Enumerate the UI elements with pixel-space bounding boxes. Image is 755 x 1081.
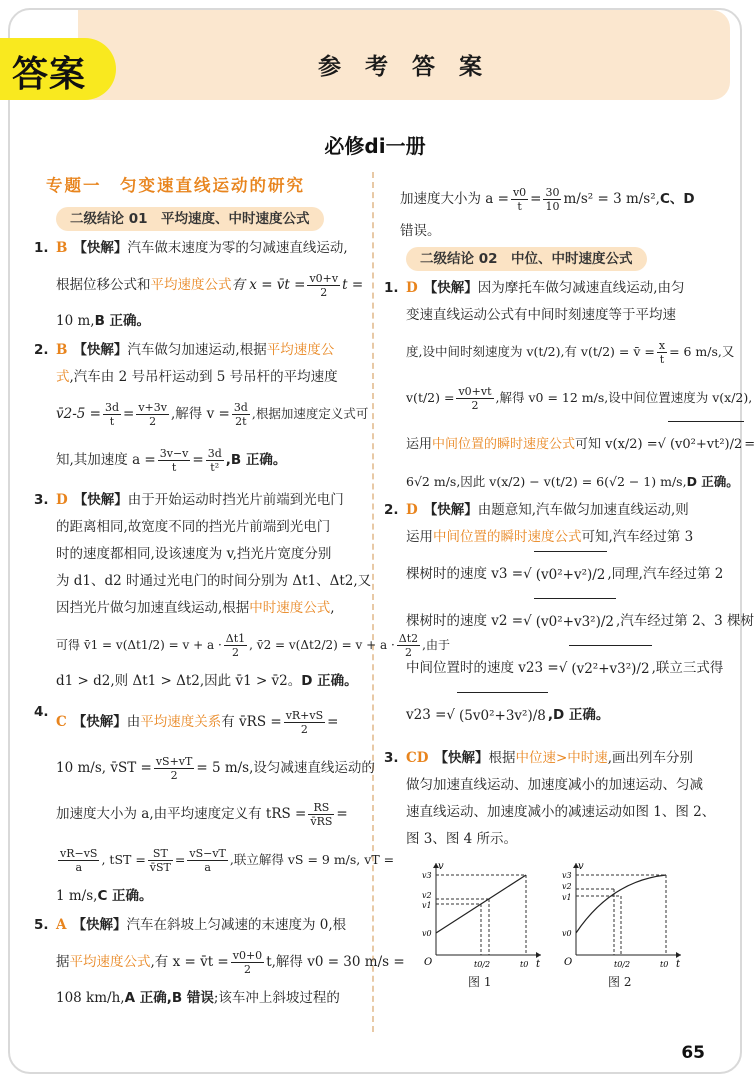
numerator: v+3v: [138, 401, 167, 414]
v-axis-label: v: [438, 861, 444, 872]
question-5-continued: [384, 180, 714, 245]
numerator: 3d: [104, 401, 120, 414]
denominator: v̄RS: [310, 815, 333, 828]
numerator: vS+vT: [155, 755, 193, 768]
quick-solution-label: 【快解】: [423, 502, 478, 518]
text: , tST =: [101, 852, 146, 867]
denominator: 2: [243, 963, 251, 976]
figure-1: [416, 859, 546, 970]
denominator: 2t: [235, 415, 247, 428]
question-number: 4.: [34, 704, 49, 720]
text: 加速度大小为 a =: [400, 191, 509, 207]
t-axis-label: t: [676, 959, 681, 970]
answer-tag-label: 答案: [12, 54, 87, 95]
question-number: 2.: [384, 502, 399, 518]
book-title: 必修di一册: [324, 134, 426, 158]
question-r1: 1. D 【快解】因为摩托车做匀减速直线运动,由匀 变速直线运动公式有中间时刻速度等于平均速 度,设中间时刻速度为 v(t/2),有 v(t/2) = v̄ = $\frac{x}{t}$ = 6 m/s,又 v(t/2) = $\frac{v0+vt}{2}$ ,解得 v0 = 12 m/s,设中间位置速度为 v(x/2), 运用中间位置的瞬时速度公式可知 v(x/2) =√ (v0²+vt²)/2 = 6√2 m/s,因此 v(x/2) − v(t/2) = 6(√2 − 1) m/s,D 正确。: [384, 275, 714, 495]
text: =: [744, 437, 755, 452]
text: 图 3、图 4 所示。: [406, 831, 518, 847]
v3-label: v3: [562, 871, 572, 880]
fraction: [103, 401, 121, 428]
question-r2: 2. D 【快解】由题意知,汽车做匀加速直线运动,则 运用中间位置的瞬时速度公式可知,汽车经过第 3 棵树时的速度 v3 =√ (v0²+v²)/2 ,同理,汽车经过第 2 棵树时的速度 v2 =√ (v0²+v3²)/2 ,汽车经过第 2、3 棵树 中间位置时的速度 v23 =√ (v2²+v3²)/2 ,联立三式得 v23 =√ (5v0²+3v²)/8 ,D 正确。: [384, 497, 714, 739]
fraction: [136, 401, 169, 428]
highlight: 中间位置的瞬时速度公式: [432, 437, 576, 452]
denominator: 2: [300, 723, 308, 736]
question-2: [34, 337, 369, 483]
half-time-label: t0/2: [614, 960, 631, 969]
text: 中间位置时的速度 v23 =: [406, 660, 559, 676]
text: v̄2-5 =: [56, 406, 101, 422]
fraction: [154, 755, 195, 782]
question-number: 2.: [34, 342, 49, 358]
radical: (v0²+vt²)/2: [668, 421, 744, 468]
text: 108 km/h,: [56, 990, 125, 1006]
text: 由题意知,汽车做匀加速直线运动,则: [477, 502, 689, 518]
conclusion: C、D: [659, 191, 695, 207]
text: =: [174, 852, 186, 867]
question-r3: [384, 745, 714, 999]
highlight: 中时速度公式: [249, 600, 331, 616]
numerator: RS: [308, 801, 334, 815]
t0-label: t0: [660, 960, 669, 969]
text: = 6 m/s,又: [669, 344, 735, 359]
denominator: 10: [545, 200, 560, 213]
numerator: vR+vS: [285, 709, 324, 722]
highlight: 中位速>中时速: [515, 750, 608, 766]
radical: (v2²+v3²)/2: [569, 645, 651, 692]
numerator: v0+0: [232, 949, 263, 962]
denominator: 2: [404, 646, 412, 659]
fraction: [148, 847, 173, 874]
fraction: [456, 385, 493, 412]
denominator: t: [659, 353, 665, 366]
figure-2: [556, 859, 686, 970]
text: 度,设中间时刻速度为 v(t/2),有 v(t/2) = v̄ =: [406, 344, 655, 359]
denominator: 2: [149, 415, 157, 428]
text: 的距离相同,故宽度不同的挡光片前端到光电门: [56, 519, 331, 535]
answer-letter: B: [56, 240, 68, 256]
conclusion: A 正确,B 错误: [124, 990, 214, 1006]
conclusion: C 正确。: [97, 888, 153, 904]
conclusion: B 正确。: [94, 313, 151, 329]
numerator: 30: [545, 186, 560, 199]
text: ,解得 v =: [171, 406, 230, 422]
origin-label: O: [424, 957, 433, 968]
text: 由: [126, 714, 141, 730]
fraction: [284, 709, 325, 736]
text: 有 v̄RS =: [221, 714, 282, 730]
text: ;该车冲上斜坡过程的: [213, 990, 340, 1006]
question-1: [34, 235, 364, 335]
text: 棵树时的速度 v3 =: [406, 566, 524, 582]
numerator: 3v−v: [159, 447, 189, 460]
text: 做匀加速直线运动、加速度减小的加速运动、匀减: [406, 777, 703, 793]
t0-label: t0: [520, 960, 529, 969]
text: ,汽车经过第 2、3 棵树: [615, 613, 755, 629]
figure-1-caption: 图 1: [468, 975, 492, 989]
denominator: 2: [471, 399, 479, 412]
answer-letter: D: [406, 280, 418, 296]
right-column: [384, 180, 755, 999]
conclusion: ,D 正确。: [547, 707, 610, 723]
denominator: a: [75, 861, 83, 874]
text: t =: [342, 277, 364, 293]
denominator: t: [171, 461, 177, 474]
highlight: 中间位置的瞬时速度公式: [433, 529, 582, 545]
denominator: v̄ST: [149, 861, 171, 874]
fraction: [231, 949, 264, 976]
conclusion: D 正确。: [301, 673, 358, 689]
answer-letter: B: [56, 342, 68, 358]
answer-tag: [0, 38, 116, 100]
t-arrow: [676, 952, 681, 958]
fraction: [187, 847, 228, 874]
text: 汽车在斜坡上匀减速的末速度为 0,根: [126, 917, 347, 933]
quick-solution-label: 【快解】: [72, 714, 127, 730]
page-title: 参 考 答 案: [317, 54, 491, 80]
text: 1 m/s,: [56, 888, 98, 904]
text: =: [336, 806, 348, 822]
v1-label: v1: [562, 893, 572, 902]
text: 由于开始运动时挡光片前端到光电门: [127, 492, 344, 508]
denominator: t: [109, 415, 115, 428]
text: ,画出列车分别: [607, 750, 694, 766]
text: v23 =: [406, 707, 447, 723]
highlight: 平均速度公式: [150, 277, 232, 293]
question-3: 3. D 【快解】由于开始运动时挡光片前端到光电门 的距离相同,故宽度不同的挡光片前端到光电门 时的速度都相同,设该速度为 v,挡光片宽度分别 为 d1、d2 时通过光电门的时间分别为 Δt1、Δt2,又 因挡光片做匀加速直线运动,根据中时速度公式, 可得 v̄1 = v(Δt1/2) = v + a · $\frac{\Delta t1}{2}$ , v̄2 = v(Δt2/2) = v + a · $\frac{\Delta t2}{2}$ ,由于 d1 > d2,则 Δt1 > Δt2,因此 v̄1 > v̄2。D 正确。: [34, 487, 364, 695]
text: 时的速度都相同,设该速度为 v,挡光片宽度分别: [56, 546, 332, 562]
highlight: 平均速度公式: [69, 954, 151, 970]
conclusion: ,B 正确。: [225, 452, 287, 468]
fraction: [158, 447, 191, 474]
v2-label: v2: [422, 891, 432, 900]
radical: (v0²+v²)/2: [534, 551, 608, 598]
text: 为 d1、d2 时通过光电门的时间分别为 Δt1、Δt2,又: [56, 573, 372, 589]
text: =: [530, 191, 542, 207]
denominator: 2: [170, 769, 178, 782]
column-divider: [372, 172, 374, 1032]
page-number: 65: [681, 1043, 705, 1063]
v0-label: v0: [422, 929, 432, 938]
text: 有 x = v̄t =: [231, 277, 306, 293]
text: v(t/2) =: [406, 390, 455, 405]
level-heading: 二级结论 02 中位、中时速度公式: [406, 247, 647, 271]
question-4: [34, 699, 395, 910]
figures: [406, 859, 714, 999]
numerator: v0: [512, 186, 527, 199]
numerator: vR−vS: [60, 847, 98, 860]
text: 知,其加速度 a =: [56, 452, 156, 468]
fraction: [511, 186, 528, 213]
question-number: 3.: [384, 750, 399, 766]
fraction: [224, 632, 247, 659]
text: = 5 m/s,设匀减速直线运动的: [196, 760, 375, 776]
question-number: 3.: [34, 492, 49, 508]
text: 可得 v̄1 = v(Δt1/2) = v + a ·: [56, 638, 222, 652]
answer-letter: D: [56, 492, 68, 508]
t-arrow: [536, 952, 541, 958]
v3-label: v3: [422, 871, 432, 880]
numerator: 3d: [233, 401, 248, 414]
text: ,联立解得 vS = 9 m/s, vT =: [229, 852, 395, 867]
question-number: 5.: [34, 917, 49, 933]
text: ,由于: [422, 638, 450, 652]
numerator: 3d: [207, 447, 222, 460]
text: 汽车做匀加速运动,根据: [127, 342, 267, 358]
v2-label: v2: [562, 882, 572, 891]
level-heading: 二级结论 01 平均速度、中时速度公式: [56, 207, 324, 231]
t-axis-label: t: [536, 959, 541, 970]
text: d1 > d2,则 Δt1 > Δt2,因此 v̄1 > v̄2。: [56, 673, 302, 689]
text: , v̄2 = v(Δt2/2) = v + a ·: [249, 638, 395, 652]
numerator: ST: [148, 847, 173, 861]
text: ,根据加速度定义式可: [251, 406, 369, 421]
question-5: [34, 912, 405, 1012]
denominator: t²: [210, 461, 220, 474]
text: 10 m,: [56, 313, 95, 329]
text: =: [192, 452, 204, 468]
text: 速直线运动、加速度减小的减速运动如图 1、图 2、: [406, 804, 716, 820]
numerator: vS−vT: [189, 847, 226, 860]
text: 可知 v(x/2) =: [575, 437, 658, 452]
quick-solution-label: 【快解】: [72, 917, 127, 933]
numerator: v0+v: [309, 272, 339, 285]
text: m/s² = 3 m/s²,: [563, 191, 660, 207]
v0-label: v0: [562, 929, 572, 938]
fraction: [232, 401, 250, 428]
text: 根据位移公式和: [56, 277, 151, 293]
text: 加速度大小为 a,由平均速度定义有 tRS =: [56, 806, 307, 822]
highlight: 平均速度公: [266, 342, 335, 358]
text: 因挡光片做匀加速直线运动,根据: [56, 600, 250, 616]
radical: (v0²+v3²)/2: [534, 598, 616, 645]
quick-solution-label: 【快解】: [434, 750, 489, 766]
origin-label: O: [564, 957, 573, 968]
quick-solution-label: 【快解】: [73, 492, 128, 508]
question-number: 1.: [384, 280, 399, 296]
text: 因为摩托车做匀减速直线运动,由匀: [477, 280, 685, 296]
text: =: [327, 714, 339, 730]
fraction: [543, 186, 561, 213]
text: ,联立三式得: [651, 660, 724, 676]
highlight: 式: [56, 369, 70, 385]
topic-heading: 专题一 匀变速直线运动的研究: [46, 176, 305, 195]
half-time-label: t0/2: [474, 960, 491, 969]
v1-label: v1: [422, 901, 432, 910]
question-number: 1.: [34, 240, 49, 256]
fraction: [657, 339, 667, 366]
answer-letter: C: [56, 714, 67, 730]
text: 变速直线运动公式有中间时刻速度等于平均速: [406, 307, 676, 323]
fraction: [307, 272, 340, 299]
fraction: [206, 447, 224, 474]
numerator: Δt2: [398, 632, 419, 645]
text: 可知,汽车经过第 3: [581, 529, 694, 545]
radical: (5v0²+3v²)/8: [457, 692, 548, 739]
text: 运用: [406, 529, 433, 545]
text: ,有 x = v̄t =: [150, 954, 229, 970]
numerator: v0+vt: [458, 385, 492, 398]
conclusion: D 正确。: [686, 474, 739, 489]
text: 棵树时的速度 v2 =: [406, 613, 524, 629]
quick-solution-label: 【快解】: [73, 342, 128, 358]
quick-solution-label: 【快解】: [423, 280, 478, 296]
text: ,同理,汽车经过第 2: [607, 566, 724, 582]
text: 10 m/s, v̄ST =: [56, 760, 152, 776]
quick-solution-label: 【快解】: [73, 240, 128, 256]
answer-letter: A: [56, 917, 67, 933]
answer-letter: D: [406, 502, 418, 518]
figure-2-caption: 图 2: [608, 975, 632, 989]
text: t,解得 v0 = 30 m/s =: [266, 954, 405, 970]
denominator: a: [204, 861, 211, 874]
text: 汽车做末速度为零的匀减速直线运动,: [127, 240, 348, 256]
text: 据: [56, 954, 70, 970]
fraction: [58, 847, 99, 874]
numerator: Δt1: [225, 632, 246, 645]
header-band: [78, 10, 730, 100]
text: ,汽车由 2 号吊杆运动到 5 号吊杆的平均速度: [69, 369, 338, 385]
text: 运用: [406, 437, 433, 452]
text: 根据: [488, 750, 516, 766]
text: ,解得 v0 = 12 m/s,设中间位置速度为 v(x/2),: [495, 390, 753, 405]
answer-letter: CD: [406, 750, 429, 766]
text: 错误。: [400, 223, 441, 239]
v-axis-label: v: [578, 861, 584, 872]
numerator: x: [658, 339, 666, 352]
denominator: 2: [231, 646, 239, 659]
denominator: t: [517, 200, 522, 213]
highlight: 平均速度关系: [140, 714, 222, 730]
text: =: [123, 406, 135, 422]
fraction: [308, 801, 334, 828]
text: 6√2 m/s,因此 v(x/2) − v(t/2) = 6(√2 − 1) m/s,: [406, 474, 687, 489]
denominator: 2: [320, 286, 328, 299]
